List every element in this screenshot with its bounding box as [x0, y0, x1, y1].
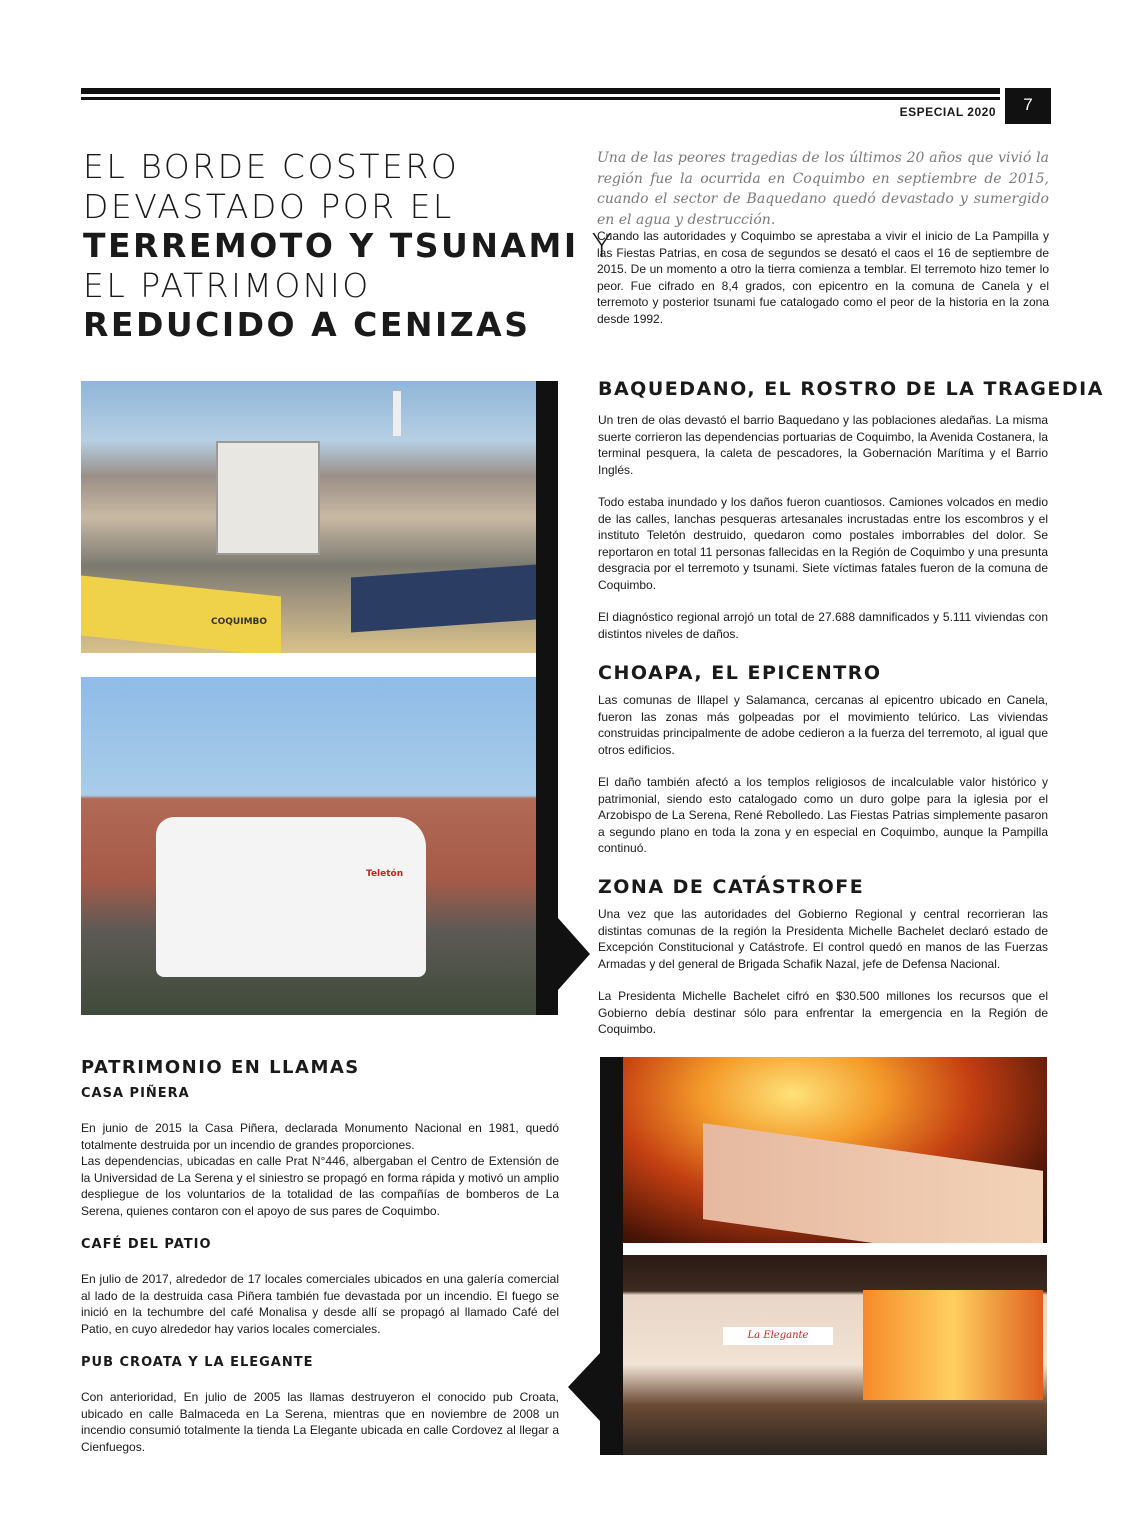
black-bar	[600, 1057, 623, 1455]
van-logo: Teletón	[366, 869, 404, 879]
subsection-heading: CASA PIÑERA	[81, 1086, 190, 1101]
section-body	[598, 692, 1048, 873]
paragraph: Todo estaba inundado y los daños fueron cuantiosos. Camiones volcados en medio de las calles, lanchas pesqueras artesanales incrustadas entre los escombros y el instituto Teletón destruido, quedaron como postales imborrables del dolor. Se reportaron en total 11 personas fallecidas en la Región de Coquimbo y una presunta desgracia por el terremoto y tsunami. Siete víctimas fatales fueron de la comuna de Coquimbo.	[598, 495, 1048, 592]
arrow-left-icon	[568, 1353, 600, 1421]
header-rule-thin	[81, 97, 1000, 100]
section-heading: BAQUEDANO, EL ROSTRO DE LA TRAGEDIA	[598, 378, 1104, 400]
paragraph: Un tren de olas devastó el barrio Baquedano y las poblaciones aledañas. La misma suerte corrieron las dependencias portuarias de Coquimbo, la Avenida Costanera, la terminal pesquera, la caleta de pescadores, la Gobernación Marítima y el Barrio Inglés.	[598, 413, 1048, 477]
page-title	[83, 147, 615, 345]
header-rule	[81, 88, 1000, 94]
section-label: ESPECIAL 2020	[899, 105, 996, 119]
boat	[81, 575, 281, 653]
paragraph: La Presidenta Michelle Bachelet cifró en $30.500 millones los recursos que el Gobierno debía destinar sólo para enfrentar la emergencia en la Región de Coquimbo.	[598, 989, 1048, 1036]
title-line: DEVASTADO POR EL	[83, 186, 454, 226]
section-body	[598, 906, 1048, 1054]
title-rest: Y	[578, 226, 615, 265]
shop-sign: La Elegante	[723, 1327, 833, 1345]
paragraph: Una vez que las autoridades del Gobierno Regional y central recorrieran las distintas comunas de la región la Presidenta Michelle Bachelet declaró estado de Excepción Constitucional y Catástrofe. El control quedó en manos de las Fuerzas Armadas y del general de Brigada Schafik Nazal, jefe de Defensa Nacional.	[598, 907, 1048, 971]
intro-text: Una de las peores tragedias de los últimos 20 años que vivió la región fue la ocurrida en Coquimbo en septiembre de 2015, cuando el sector de Baquedano quedó devastado y sumergido en el agua y destrucción.	[597, 150, 1049, 228]
section-heading: CHOAPA, EL EPICENTRO	[598, 662, 882, 684]
title-line: EL PATRIMONIO	[83, 265, 371, 305]
paragraph: En junio de 2015 la Casa Piñera, declarada Monumento Nacional en 1981, quedó totalmente destruida por un incendio de grandes proporciones.	[81, 1121, 559, 1152]
subsection-body	[81, 1120, 559, 1219]
casa-pinera-fire-photo	[623, 1057, 1047, 1243]
section-heading: PATRIMONIO EN LLAMAS	[81, 1057, 360, 1078]
boat	[351, 565, 536, 633]
subsection-body: Con anterioridad, En julio de 2005 las llamas destruyeron el conocido pub Croata, ubicado en calle Balmaceda en La Serena, mientras que en noviembre de 2008 un incendio consumió totalmente la tienda La Elegante ubicada en calle Cordovez al llegar a Cienfuegos.	[81, 1390, 559, 1454]
subsection-heading: CAFÉ DEL PATIO	[81, 1237, 212, 1252]
paragraph: Las dependencias, ubicadas en calle Prat N°446, albergaban el Centro de Extensión de la Universidad de La Serena y el siniestro se propagó en forma rápida y motivó un amplio despliegue de los voluntarios de la totalidad de las compañías de bomberos de La Serena, quienes contaron con el apoyo de sus pares de Coquimbo.	[81, 1154, 559, 1218]
title-line: EL BORDE COSTERO	[83, 147, 460, 186]
title-bold: TERREMOTO Y TSUNAMI	[83, 226, 579, 265]
la-elegante-fire-photo	[623, 1255, 1047, 1455]
van	[156, 817, 426, 977]
fire-glow	[863, 1290, 1043, 1400]
subsection-heading: PUB CROATA Y LA ELEGANTE	[81, 1355, 314, 1370]
cross-monument	[393, 391, 401, 436]
lead-paragraph: Cuando las autoridades y Coquimbo se aprestaba a vivir el inicio de La Pampilla y las Fiestas Patrias, en cosa de segundos se desató el caos el 16 de septiembre de 2015. De un momento a otro la tierra comienza a temblar. El terremoto hizo temer lo peor. Fue cifrado en 8,4 grados, con epicentro en la comuna de Canela y el terremoto y posterior tsunami fue catalogado como el peor de la historia en la zona desde 1992.	[597, 229, 1049, 326]
arrow-right-icon	[558, 918, 590, 990]
page-number: 7	[1005, 88, 1051, 124]
black-bar	[536, 381, 558, 1015]
paragraph: Las comunas de Illapel y Salamanca, cercanas al epicentro ubicado en Canela, fueron las zonas más golpeadas por el movimiento telúrico. Las viviendas construidas principalmente de adobe cedieron a la fuerza del terremoto, al igual que otros edificios.	[598, 693, 1048, 757]
subsection-body: En julio de 2017, alrededor de 17 locales comerciales ubicados en una galería comercial al lado de la destruida casa Piñera también fue devastada por un incendio. El fuego se inició en la techumbre del café Monalisa y desde allí se propagó al llamado Café del Patio, en cuyo alrededor hay varios locales comerciales.	[81, 1272, 559, 1336]
paragraph: El diagnóstico regional arrojó un total de 27.688 damnificados y 5.111 viviendas con distintos niveles de daños.	[598, 610, 1048, 641]
title-line: REDUCIDO A CENIZAS	[83, 305, 531, 344]
boat-name: COQUIMBO	[211, 617, 268, 627]
paragraph: El daño también afectó a los templos religiosos de incalculable valor histórico y patrimonial, siendo esto catalogado como un duro golpe para la iglesia por el Arzobispo de La Serena, René Rebolledo. Las Fiestas Patrias simplemente pasaron a segundo plano en toda la zona y en especial en Coquimbo, aunque la Pampilla continuó.	[598, 775, 1048, 855]
building	[216, 441, 320, 555]
building-facade	[703, 1123, 1043, 1243]
section-heading: ZONA DE CATÁSTROFE	[598, 876, 865, 898]
teleton-van-photo	[81, 677, 536, 1015]
tsunami-damage-photo	[81, 381, 536, 653]
title-line	[83, 226, 615, 266]
section-body	[598, 412, 1048, 658]
